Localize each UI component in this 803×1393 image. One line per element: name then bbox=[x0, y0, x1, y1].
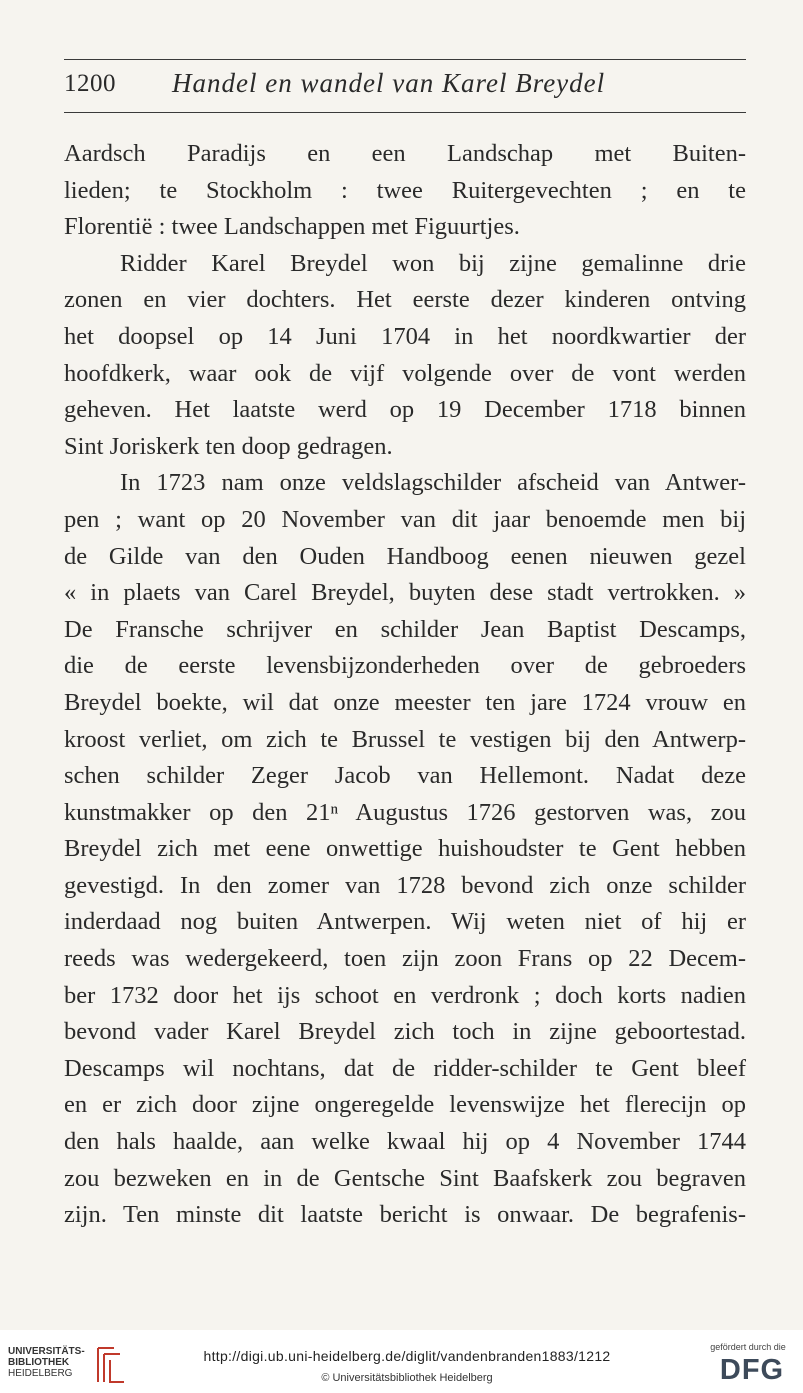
text-line: reeds was wedergekeerd, toen zijn zoon Frans op 22 Decem- bbox=[64, 945, 746, 973]
text-line: bevond vader Karel Breydel zich toch in zijne geboortestad. bbox=[64, 1018, 746, 1046]
page-number: 1200 bbox=[64, 70, 116, 97]
text-line: Aardsch Paradijs en een Landschap met Buiten- bbox=[64, 140, 746, 167]
text-line: die de eerste levensbijzonderheden over de gebroeders bbox=[64, 652, 746, 680]
library-name-line3: HEIDELBERG bbox=[8, 1368, 73, 1379]
text-line: kroost verliet, om zich te Brussel te vestigen bij den Antwerp- bbox=[64, 725, 746, 753]
library-name-line2: BIBLIOTHEK bbox=[8, 1357, 70, 1368]
header-bottom-rule bbox=[64, 112, 746, 113]
digitization-footer bbox=[0, 1330, 803, 1393]
text-line: Florentië : twee Landschappen met Figuurtjes. bbox=[64, 213, 520, 241]
text-line: Descamps wil nochtans, dat de ridder-schilder te Gent bleef bbox=[64, 1054, 746, 1082]
copyright-notice: © Universitätsbibliothek Heidelberg bbox=[321, 1372, 493, 1384]
dfg-logo[interactable]: DFG bbox=[719, 1354, 785, 1386]
source-url-link[interactable]: http://digi.ub.uni-heidelberg.de/diglit/vandenbranden1883/1212 bbox=[203, 1348, 611, 1364]
body-text bbox=[64, 136, 746, 1234]
library-name bbox=[8, 1346, 85, 1379]
library-name-line1: UNIVERSITÄTS- bbox=[8, 1346, 85, 1357]
text-line: gevestigd. In den zomer van 1728 bevond zich onze schilder bbox=[64, 871, 746, 899]
text-line: geheven. Het laatste werd op 19 December 1718 binnen bbox=[64, 396, 746, 424]
text-line: Sint Joriskerk ten doop gedragen. bbox=[64, 432, 393, 460]
text-line: inderdaad nog buiten Antwerpen. Wij weten niet of hij er bbox=[64, 908, 746, 936]
text-line: zou bezweken en in de Gentsche Sint Baafskerk zou begraven bbox=[64, 1164, 746, 1192]
university-library-logo[interactable] bbox=[8, 1346, 168, 1386]
text-line: zonen en vier dochters. Het eerste dezer kinderen ontving bbox=[64, 286, 746, 314]
text-line: hoofdkerk, waar ook de vijf volgende over de vont werden bbox=[64, 359, 746, 387]
page-header bbox=[64, 64, 746, 108]
text-line: De Fransche schrijver en schilder Jean Baptist Descamps, bbox=[64, 615, 746, 643]
text-line: Breydel zich met eene onwettige huishoudster te Gent hebben bbox=[64, 835, 746, 863]
text-line: de Gilde van den Ouden Handboog eenen nieuwen gezel bbox=[64, 542, 746, 570]
text-line: den hals haalde, aan welke kwaal hij op 4 November 1744 bbox=[64, 1128, 746, 1156]
text-line: lieden; te Stockholm : twee Ruitergevechten ; en te bbox=[64, 176, 746, 204]
text-line: schen schilder Zeger Jacob van Hellemont. Nadat deze bbox=[64, 762, 746, 790]
text-line: pen ; want op 20 November van dit jaar benoemde men bij bbox=[64, 505, 746, 533]
running-title: Handel en wandel van Karel Breydel bbox=[172, 68, 606, 98]
text-line: zijn. Ten minste dit laatste bericht is onwaar. De begrafenis- bbox=[64, 1201, 746, 1229]
text-line: Breydel boekte, wil dat onze meester ten jare 1724 vrouw en bbox=[64, 688, 746, 716]
text-line: en er zich door zijne ongeregelde levenswijze het flerecijn op bbox=[64, 1091, 746, 1119]
text-line: ber 1732 door het ijs schoot en verdronk ; doch korts nadien bbox=[64, 981, 746, 1009]
library-mark-icon bbox=[94, 1344, 128, 1386]
funding-note: gefördert durch die bbox=[710, 1342, 786, 1352]
header-top-rule bbox=[64, 59, 746, 60]
text-line: kunstmakker op den 21ⁿ Augustus 1726 gestorven was, zou bbox=[64, 798, 746, 826]
text-line: « in plaets van Carel Breydel, buyten dese stadt vertrokken. » bbox=[64, 579, 746, 607]
text-line: Ridder Karel Breydel won bij zijne gemalinne drie bbox=[120, 249, 746, 277]
text-line: het doopsel op 14 Juni 1704 in het noordkwartier der bbox=[64, 322, 746, 350]
text-line: In 1723 nam onze veldslagschilder afscheid van Antwer- bbox=[120, 469, 746, 497]
